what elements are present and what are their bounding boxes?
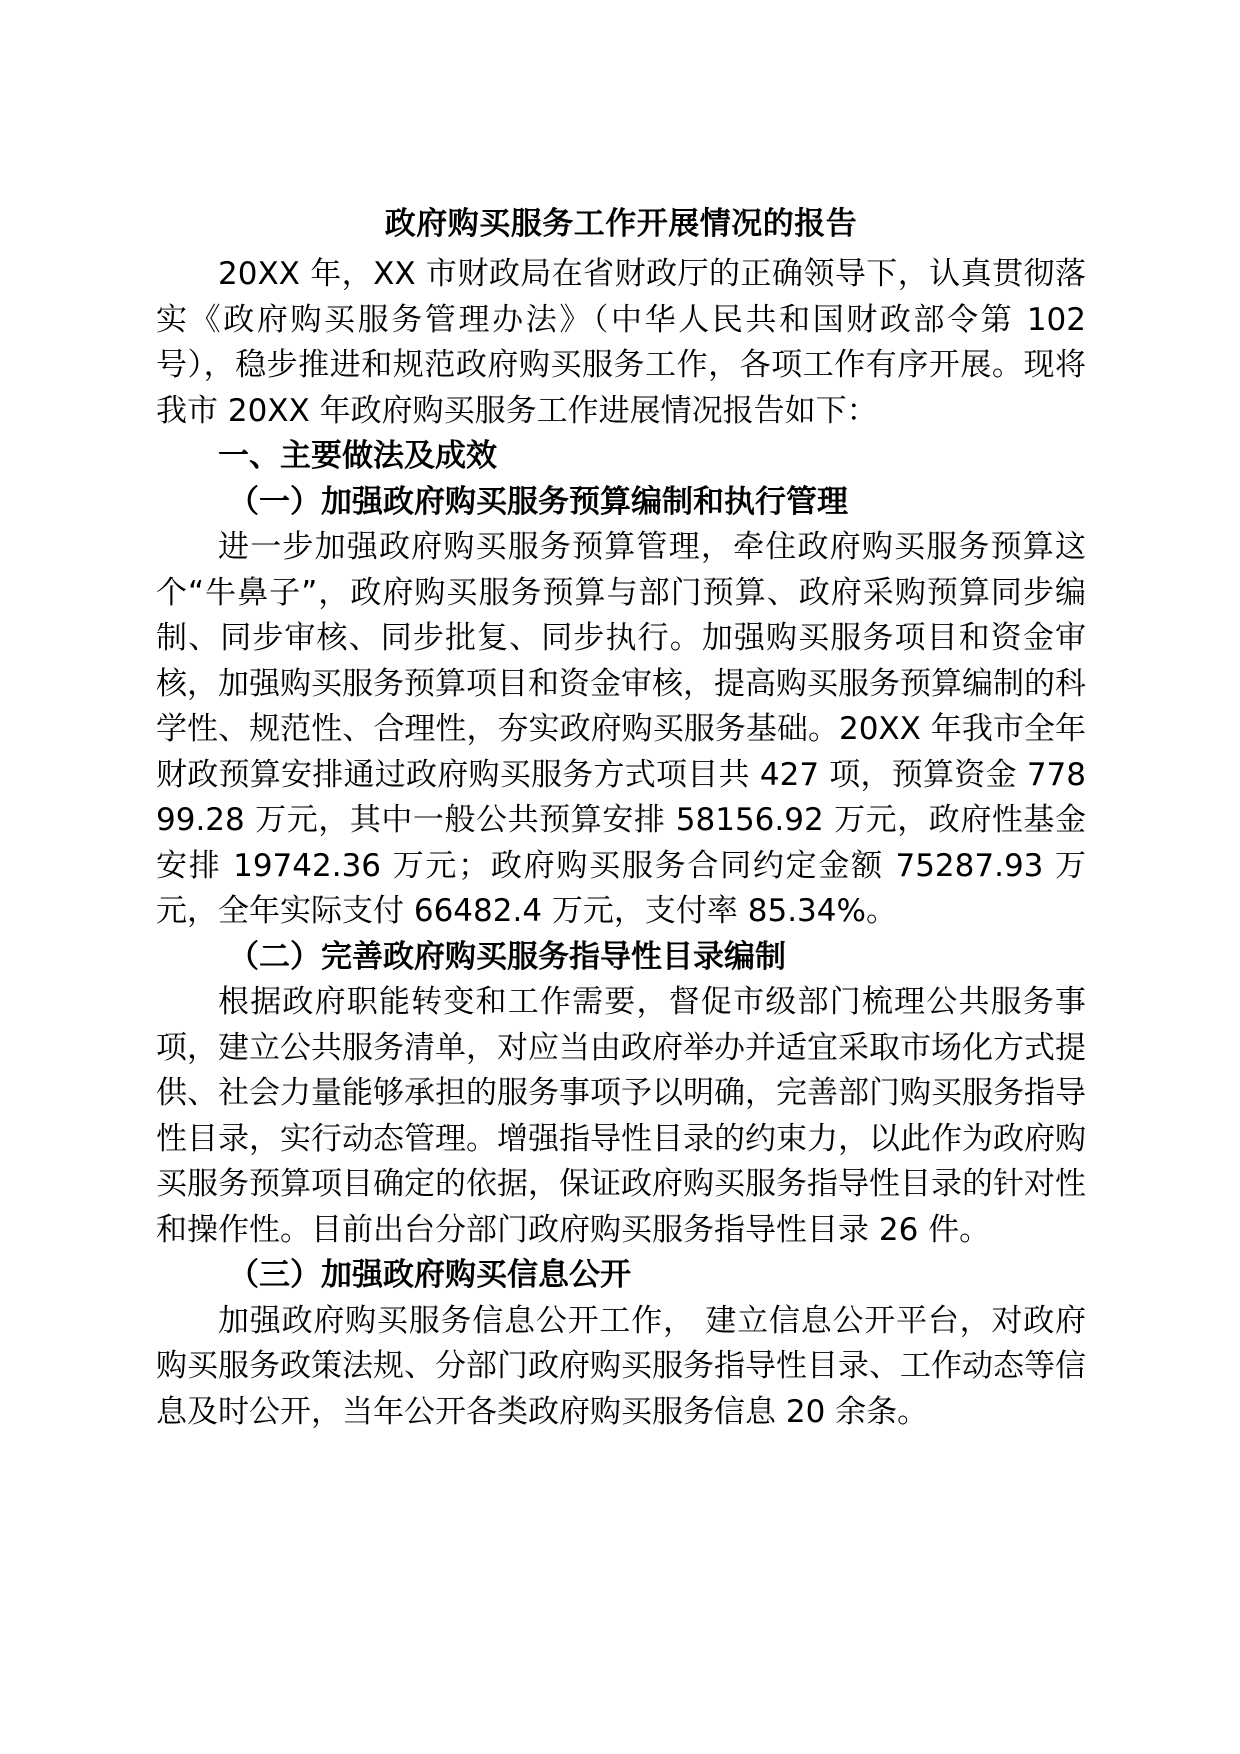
document-title: 政府购买服务工作开展情况的报告: [384, 206, 858, 242]
subsection-heading-disclosure: （三）加强政府购买信息公开: [228, 1257, 631, 1293]
subsection-heading-budget: （一）加强政府购买服务预算编制和执行管理: [228, 483, 848, 520]
subsection-body-disclosure: 加强政府购买服务信息公开工作， 建立信息公开平台，对政府购买服务政策法规、分部门政府购买服务指导性目录、工作动态等信息及时公开，当年公开各类政府购买服务信息 20 余条。: [156, 1302, 1086, 1430]
subsection-heading-catalog: （二）完善政府购买服务指导性目录编制: [228, 938, 786, 975]
subsection-body-catalog: 根据政府职能转变和工作需要，督促市级部门梳理公共服务事项，建立公共服务清单，对应当由政府举办并适宜采取市场化方式提供、社会力量能够承担的服务事项予以明确，完善部门购买服务指导性目录，实行动态管理。增强指导性目录的约束力，以此作为政府购买服务预算项目确定的依据，保证政府购买服务指导性目录的针对性和操作性。目前出台分部门政府购买服务指导性目录 26 件。: [156, 984, 1086, 1248]
section-heading-main-practices: 一、主要做法及成效: [218, 438, 497, 474]
subsection-body-budget: 进一步加强政府购买服务预算管理，牵住政府购买服务预算这个“牛鼻子”，政府购买服务预算与部门预算、政府采购预算同步编制、同步审核、同步批复、同步执行。加强购买服务项目和资金审核，加强购买服务预算项目和资金审核，提高购买服务预算编制的科学性、规范性、合理性，夯实政府购买服务基础。20XX 年我市全年财政预算安排通过政府购买服务方式项目共 427 项，预算资金 77899.28 万元，其中一般公共预算安排 58156.92 万元，政府性基金安排 19742.36 万元；政府购买服务合同约定金额 75287.93 万元，全年实际支付 66482.4 万元，支付率 85.34%。: [156, 529, 1086, 929]
intro-paragraph: 20XX 年，XX 市财政局在省财政厅的正确领导下，认真贯彻落实《政府购买服务管理办法》（中华人民共和国财政部令第 102 号），稳步推进和规范政府购买服务工作，各项工作有序开展。现将我市 20XX 年政府购买服务工作进展情况报告如下：: [156, 256, 1086, 429]
document-page: [156, 196, 1086, 1435]
